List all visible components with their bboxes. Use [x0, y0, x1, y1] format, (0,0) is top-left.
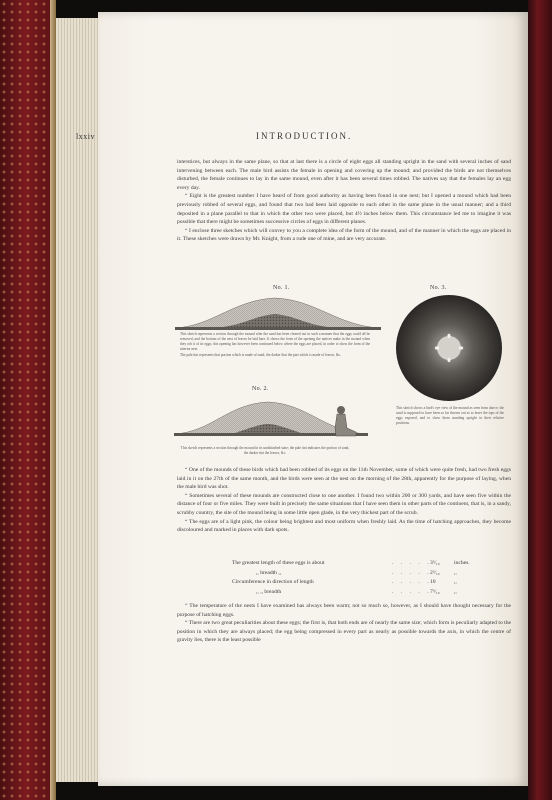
running-head: INTRODUCTION.: [256, 131, 353, 141]
figure-1-label: No. 1.: [273, 285, 290, 291]
measurement-value: 3⁵⁄₁₀: [430, 560, 440, 566]
paragraph: “ I enclose three sketches which will convey to you a complete idea of the form of the mound, and of the manner in which the eggs are placed in it. These sketches were drawn by Mr. Knight, from a rude one of mine, and are very accurate.: [177, 227, 511, 243]
leader-dots: . . . . .: [392, 579, 432, 585]
paragraph: “ One of the mounds of these birds which had been robbed of its eggs on the 11th November, some of which were quite fresh, had two fresh eggs laid in it on the 27th of the same month, and the birds were seen at the nest on the morning of the 28th, apparently for the purpose of laying, when the male bird was shot.: [177, 467, 511, 491]
figure-1-caption: [180, 332, 370, 358]
body-text-top: [177, 158, 511, 244]
leader-dots: . . . . .: [392, 560, 432, 566]
measurement-unit: ,,: [454, 588, 457, 595]
seated-figure-illustration: [330, 404, 360, 440]
measurement-value: 2⁵⁄₁₀: [430, 569, 440, 576]
measurement-unit: inches.: [454, 560, 470, 566]
page-header: [76, 130, 520, 146]
figure-3-caption: This sketch shows a bird's eye view of the mound as seen from above; the sand is supposed to have been so far thrown out as to leave the tops of the eggs exposed, and to show them standing upright in their relative positions.: [396, 406, 504, 425]
measurement-unit: ,,: [454, 569, 457, 576]
figure-3-label: No. 3.: [430, 285, 447, 291]
paragraph: “ Sometimes several of these mounds are constructed close to one another. I found two within 200 or 300 yards, and have seen five within the distance of four or five miles. They were built in precisely the same situations that I have seen them in other parts of the continent, that is, in a sandy, scrubby country, the site of the mound being in some little open glade, in the very thickest part of the scrub.: [177, 492, 511, 516]
measurement-row: [232, 589, 512, 599]
book-binding-right: [528, 0, 552, 800]
measurement-label: Circumference in direction of length: [232, 579, 314, 585]
paragraph: “ The temperature of the nests I have examined has always been warm; not so much so, however, as I should have thought necessary for the purpose of hatching eggs.: [177, 603, 511, 618]
measurement-row: [232, 579, 512, 589]
paragraph: “ There are two great peculiarities about these eggs; the first is, that both ends are of nearly the same size; which form is peculiarly adapted to the position in which they are always placed; the egg being compressed in every part as nearly as possible towards the axis, in which the centre of gravity lies, there is the least possible: [177, 620, 511, 644]
leader-dots: . . . . .: [392, 569, 432, 576]
figure-2-caption: This sketch represents a section through the mound in its undisturbed state; the pale tint indicates the portion of sand, the darker tint the leaves, &c.: [180, 446, 350, 455]
measurement-row: [232, 570, 512, 580]
egg-measurements-table: [232, 560, 512, 598]
figure-2-label: No. 2.: [252, 386, 269, 392]
measurement-value: 10: [430, 579, 436, 585]
paragraph: “ The eggs are of a light pink, the colour being brightest and most uniform when freshly laid. As the time of hatching approaches, they become discoloured and marked in places with dark spots.: [177, 518, 511, 534]
measurement-label: ,, ,, breadth: [256, 588, 282, 595]
figure-3-mound-top-view: [394, 292, 504, 404]
body-text-middle: [177, 466, 511, 535]
page-number: lxxiv: [76, 132, 95, 141]
measurement-unit: ,,: [454, 579, 457, 585]
figure-1-caption-note: The pale tint represents that portion which is made of sand; the darker that the part which is made of leaves, &c.: [180, 353, 342, 357]
figure-1-mound-section: [173, 292, 383, 332]
measurement-label: The greatest length of these eggs is about: [232, 560, 325, 566]
measurement-value: 7⁵⁄₁₀: [430, 588, 440, 595]
figure-1-caption-text: This sketch represents a section through the mound after the sand has been cleared out in such a manner that the eggs could all be removed, and the bottom of the nest of leaves be laid bare. It shows the form of the opening the natives make in the mound when they rob it of its eggs; this opening has however been continued below where the eggs are placed, in order to show the form of the interior nest.: [180, 332, 370, 351]
book-binding-left: [0, 0, 56, 800]
leader-dots: . . . . .: [392, 588, 432, 595]
paragraph: “ Eight is the greatest number I have heard of from good authority as having been found in one nest; but I opened a mound which had been previously robbed of several eggs, and found that two had been laid opposite to each other in the same plane in the usual manner; and a third deposited in a plane parallel to that in which the other two were placed, but 4½ inches below them. This circumstance led me to imagine it was possible that there might be sometimes successive circles of eggs in different planes.: [177, 193, 511, 226]
measurement-row: [232, 560, 512, 570]
paragraph: interstices, but always in the same plane, so that at last there is a circle of eight eggs all standing upright in the sand with several inches of sand intervening between each. The male bird assists the female in opening and covering up the mound; and provided the birds are not themselves disturbed, the female continues to lay in the same mound, even after it has been several times robbed. The natives say that the females lay an egg every day.: [177, 159, 511, 191]
measurement-label: ,, breadth ,,: [256, 569, 282, 576]
body-text-bottom: [177, 602, 511, 645]
